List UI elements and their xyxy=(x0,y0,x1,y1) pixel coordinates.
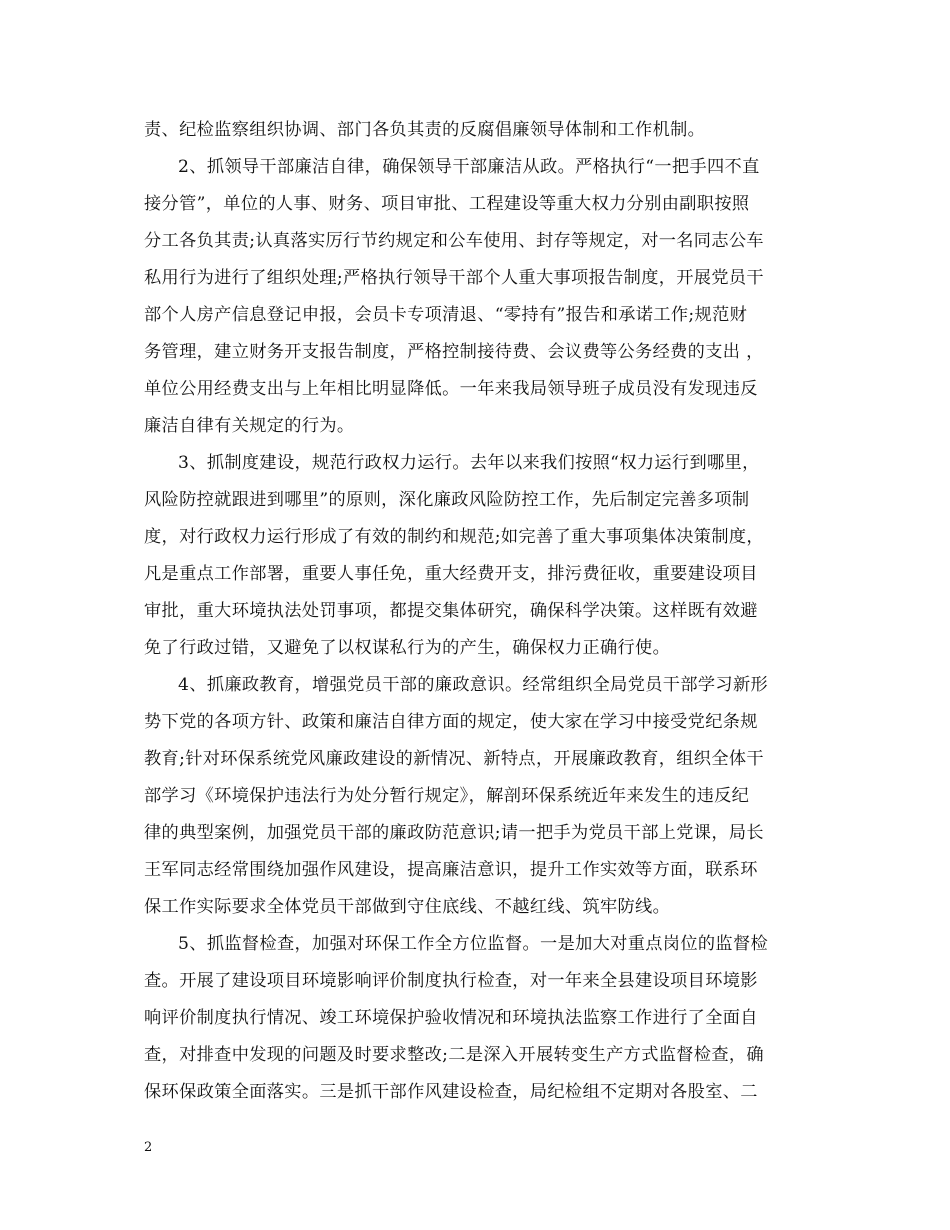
page-number: 2 xyxy=(144,1140,153,1155)
text-line: 接分管”，单位的人事、财务、项目审批、工程建设等重大权力分别由副职按照 xyxy=(144,194,750,214)
text-line: 势下党的各项方针、政策和廉洁自律方面的规定，使大家在学习中接受党纪条规 xyxy=(144,712,758,732)
text-line: 查，对排查中发现的问题及时要求整改;二是深入开展转变生产方式监督检查，确 xyxy=(144,1045,764,1065)
paragraph-3-start: 3、抓制度建设，规范行政权力运行。去年以来我们按照“权力运行到哪里， xyxy=(178,453,760,473)
text-line: 响评价制度执行情况、竣工环境保护验收情况和环境执法监察工作进行了全面自 xyxy=(144,1008,758,1028)
text-line: 免了行政过错，又避免了以权谋私行为的产生，确保权力正确行使。 xyxy=(144,638,671,658)
paragraph-2-start: 2、抓领导干部廉洁自律，确保领导干部廉洁从政。严格执行“一把手四不直 xyxy=(178,157,760,177)
text-line: 单位公用经费支出与上年相比明显降低。一年来我局领导班子成员没有发现违反 xyxy=(144,379,758,399)
text-line: 律的典型案例，加强党员干部的廉政防范意识;请一把手为党员干部上党课，局长 xyxy=(144,823,764,843)
text-line: 私用行为进行了组织处理;严格执行领导干部个人重大事项报告制度，开展党员干 xyxy=(144,268,764,288)
text-line: 部个人房产信息登记申报，会员卡专项清退、“零持有”报告和承诺工作;规范财 xyxy=(144,305,748,325)
text-line: 务管理，建立财务开支报告制度，严格控制接待费、会议费等公务经费的支出 ， xyxy=(144,342,764,362)
text-line: 分工各负其责;认真落实厉行节约规定和公车使用、封存等规定，对一名同志公车 xyxy=(144,231,764,251)
paragraph-5-start: 5、抓监督检查，加强对环保工作全方位监督。一是加大对重点岗位的监督检 xyxy=(178,934,769,954)
text-line: 教育;针对环保系统党风廉政建设的新情况、新特点，开展廉政教育，组织全体干 xyxy=(144,749,764,769)
text-line: 王军同志经常围绕加强作风建设，提高廉洁意识，提升工作实效等方面，联系环 xyxy=(144,860,758,880)
text-line: 查。开展了建设项目环境影响评价制度执行检查，对一年来全县建设项目环境影 xyxy=(144,971,758,991)
text-line: 责、纪检监察组织协调、部门各负其责的反腐倡廉领导体制和工作机制。 xyxy=(144,120,706,140)
text-line: 度，对行政权力运行形成了有效的制约和规范;如完善了重大事项集体决策制度， xyxy=(144,527,764,547)
text-line: 凡是重点工作部署，重要人事任免，重大经费开支，排污费征收，重要建设项目 xyxy=(144,564,758,584)
text-line: 审批，重大环境执法处罚事项，都提交集体研究，确保科学决策。这样既有效避 xyxy=(144,601,758,621)
text-line: 廉洁自律有关规定的行为。 xyxy=(144,416,355,436)
document-body xyxy=(144,112,810,1111)
text-line: 部学习《环境保护违法行为处分暂行规定》，解剖环保系统近年来发生的违反纪 xyxy=(144,786,750,806)
text-line: 保环保政策全面落实。三是抓干部作风建设检查，局纪检组不定期对各股室、二 xyxy=(144,1082,758,1102)
text-line: 风险防控就跟进到哪里”的原则，深化廉政风险防控工作，先后制定完善多项制 xyxy=(144,490,750,510)
text-line: 保工作实际要求全体党员干部做到守住底线、不越红线、筑牢防线。 xyxy=(144,897,671,917)
paragraph-4-start: 4、抓廉政教育，增强党员干部的廉政意识。经常组织全局党员干部学习新形 xyxy=(178,675,769,695)
